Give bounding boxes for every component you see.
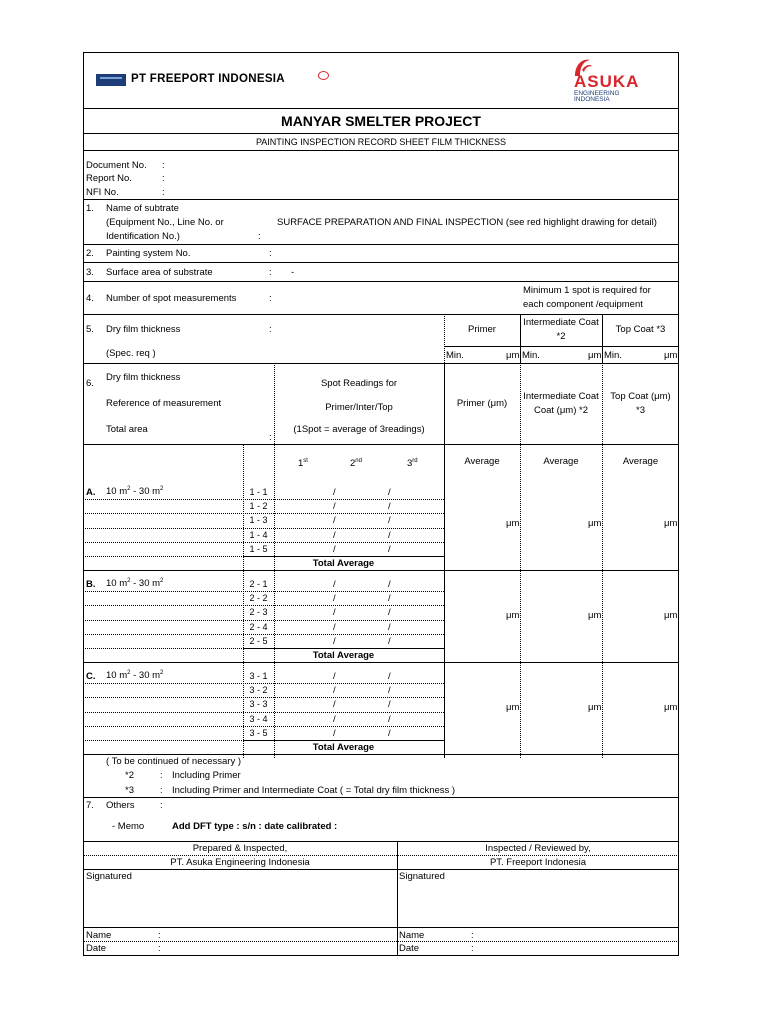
slash-separator: / (388, 713, 391, 725)
form-subtitle: PAINTING INSPECTION RECORD SHEET FILM THICKNESS (255, 137, 507, 147)
primer-um-unit: μm (506, 518, 520, 530)
reading-1st-header: 1st (298, 457, 308, 469)
right-signatured: Signatured (399, 871, 445, 882)
slash-separator: / (388, 621, 391, 633)
spot-id: 3 - 2 (249, 685, 268, 696)
spot-readings-header: Spot Readings for (320, 378, 398, 389)
primer-average-header: Average (464, 456, 500, 467)
min-spot-note-2: each component /equipment (523, 299, 643, 310)
left-name-label: Name (86, 930, 112, 941)
spot-id: 2 - 3 (249, 607, 268, 618)
spot-id: 1 - 1 (249, 487, 268, 497)
reviewed-title: Inspected / Reviewed by, (485, 843, 591, 854)
slash-separator: / (388, 487, 391, 498)
painting-system-label: Painting system No. (106, 248, 191, 259)
spot-id: 2 - 5 (249, 635, 268, 646)
slash-separator: / (333, 501, 336, 513)
reviewed-company: PT. Freeport Indonesia (489, 857, 587, 868)
spot-id: 3 - 4 (249, 713, 268, 724)
slash-separator: / (333, 713, 336, 725)
continued-note: ( To be continued of necessary ) (106, 756, 242, 767)
topcoat-um-header: Top Coat (μm) (610, 391, 671, 402)
name-of-subtrate-label: Name of subtrate (106, 203, 179, 214)
slash-separator: / (388, 685, 391, 697)
freeport-mark-icon (96, 74, 126, 86)
primer-header: Primer (468, 324, 496, 335)
note-3-text: Including Primer and Intermediate Coat ( = Total dry film thickness ) (172, 785, 456, 796)
slash-separator: / (333, 593, 336, 605)
slash-separator: / (333, 685, 336, 697)
topcoat-min: Min. (604, 350, 622, 361)
topcoat-um-unit: μm (664, 610, 678, 622)
spot-id: 1 - 5 (249, 543, 268, 554)
slash-separator: / (388, 515, 391, 527)
dry-film-6-label: Dry film thickness (106, 372, 181, 383)
asuka-logo-text: ASUKA (574, 72, 640, 91)
prepared-title: Prepared & Inspected, (192, 843, 288, 854)
slash-separator: / (333, 607, 336, 619)
freeport-logo (96, 71, 336, 89)
spot-id: 3 - 1 (249, 671, 268, 681)
right-date-label: Date (399, 943, 420, 954)
total-average: Total Average (312, 650, 375, 661)
slash-separator: / (333, 579, 336, 590)
primer-um-unit: μm (506, 610, 520, 622)
project-title: MANYAR SMELTER PROJECT (281, 113, 481, 129)
intermediate-um-unit: μm (588, 518, 602, 530)
spot-id: 1 - 2 (249, 501, 268, 512)
memo-text: Add DFT type : s/n : date calibrated : (172, 821, 338, 832)
dry-film-label: Dry film thickness (106, 324, 181, 335)
spot-id: 1 - 3 (249, 515, 268, 526)
slash-separator: / (333, 543, 336, 555)
slash-separator: / (388, 607, 391, 619)
topcoat-average-header: Average (622, 456, 659, 467)
reference-measurement-label: Reference of measurement (106, 398, 222, 409)
document-no-label: Document No. (86, 160, 147, 171)
intermediate-um-header: Intermediate Coat (523, 391, 599, 402)
slash-separator: / (388, 501, 391, 513)
spot-id: 1 - 4 (249, 529, 268, 540)
group-letter: A. (86, 487, 96, 498)
spot-id: 2 - 1 (249, 579, 268, 589)
slash-separator: / (388, 529, 391, 541)
slash-separator: / (333, 671, 336, 682)
group-letter: C. (86, 671, 96, 682)
group-area: 10 $m^2 - 30$ $m^2$ (106, 577, 164, 589)
min-spot-note-1: Minimum 1 spot is required for (523, 285, 651, 296)
intermediate-average-header: Average (543, 456, 579, 467)
surface-preparation-text: SURFACE PREPARATION AND FINAL INSPECTION (see red highlight drawing for detail) (277, 217, 657, 228)
primer-um-unit: μm (506, 702, 520, 714)
primer-min: Min. (446, 350, 464, 361)
slash-separator: / (333, 621, 336, 633)
right-name-label: Name (399, 930, 425, 941)
left-signatured: Signatured (86, 871, 132, 882)
slash-separator: / (333, 727, 336, 739)
reading-3rd-header: 3rd (407, 457, 418, 469)
topcoat-um-unit: μm (664, 702, 678, 714)
primer-um-header: Primer (μm) (456, 398, 508, 409)
slash-separator: / (333, 515, 336, 527)
spot-id: 2 - 2 (249, 593, 268, 604)
group-area: 10 $m^2 - 30$ $m^2$ (106, 485, 164, 497)
surface-area-label: Surface area of substrate (106, 267, 213, 278)
freeport-swirl-icon (318, 71, 329, 80)
spot-measurements-label: Number of spot measurements (106, 293, 237, 304)
slash-separator: / (388, 727, 391, 739)
memo-label: - Memo (112, 821, 145, 832)
intermediate-coat-header: Intermediate Coat (523, 317, 599, 328)
asuka-logo: ASUKA ENGINEERING INDONESIA (572, 56, 672, 106)
total-area-label: Total area (106, 424, 148, 435)
slash-separator: / (333, 529, 336, 541)
slash-separator: / (388, 699, 391, 711)
slash-separator: / (388, 635, 391, 647)
slash-separator: / (388, 579, 391, 590)
reading-2nd-header: 2nd (350, 457, 362, 469)
total-average: Total Average (312, 742, 375, 753)
slash-separator: / (333, 635, 336, 647)
slash-separator: / (388, 593, 391, 605)
topcoat-um-unit: μm (664, 518, 678, 530)
prepared-company: PT. Asuka Engineering Indonesia (170, 857, 310, 868)
intermediate-um-unit: μm (588, 702, 602, 714)
spot-id: 2 - 4 (249, 621, 268, 632)
spot-id: 3 - 3 (249, 699, 268, 710)
slash-separator: / (333, 487, 336, 498)
report-no-label: Report No. (86, 173, 132, 184)
slash-separator: / (388, 671, 391, 682)
left-date-label: Date (86, 943, 107, 954)
spot-id: 3 - 5 (249, 727, 268, 738)
spec-req-label: (Spec. req ) (106, 348, 156, 359)
intermediate-min: Min. (522, 350, 540, 361)
note-2-text: Including Primer (172, 770, 241, 781)
group-area: 10 $m^2 - 30$ $m^2$ (106, 669, 164, 681)
top-coat-header: Top Coat *3 (615, 324, 666, 335)
group-letter: B. (86, 579, 96, 590)
total-average: Total Average (312, 558, 375, 569)
slash-separator: / (333, 699, 336, 711)
intermediate-um-unit: μm (588, 610, 602, 622)
nfi-no-label: NFI No. (86, 187, 119, 198)
freeport-logo-text: PT FREEPORT INDONESIA (131, 73, 285, 85)
slash-separator: / (388, 543, 391, 555)
others-label: Others (106, 800, 135, 811)
